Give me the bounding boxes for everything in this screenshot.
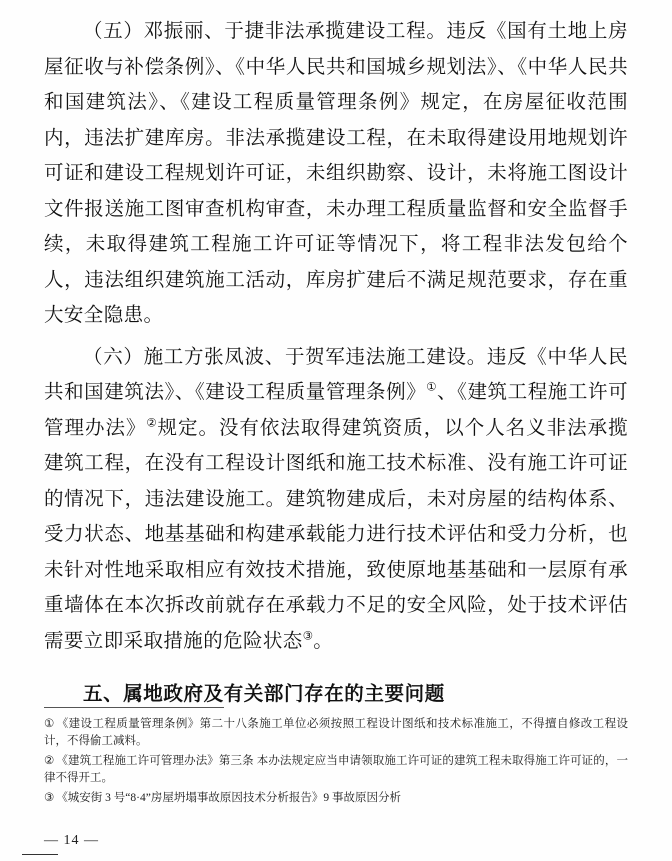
footnote-marker: ① [44,717,55,730]
bottom-edge-mark [22,854,58,855]
footnote-divider [44,707,224,708]
paragraph-six-segment-4: 。 [313,630,334,652]
paragraph-six-segment-3: 规定。没有依法取得建筑资质，以个人名义非法承揽建筑工程，在没有工程设计图纸和施工技术标准、没有施工许可证的情况下，违法建设施工。建筑物建成后，未对房屋的结构体系、受力状态、地基基础和构建承载能力进行技术评估和受力分析，也未针对性地采取相应有效技术措施，致使原地基基础和一层原有承重墙体在本次拆改前就存在承载力不足的安全风险，处于技术评估需要立即采取措施的危险状态 [44,417,628,652]
paragraph-six-segment-2: 、《建筑工程施工许可管理办法》 [44,382,628,439]
footnote-marker: ③ [44,791,55,804]
section-heading-five: 五、属地政府及有关部门存在的主要问题 [83,684,445,705]
footnote-ref-2: ② [146,417,158,429]
paragraph-six-segment-1: （六）施工方张凤波、于贺军违法施工建设。违反《中华人民共和国建筑法》、《建设工程质量管理条例》 [44,346,628,403]
page-number: — 14 — [44,833,99,848]
paragraph-six [44,340,628,660]
footnote-item [44,790,628,808]
page-footer [0,831,672,849]
footnote-area [44,707,628,810]
footnote-marker: ② [44,754,55,767]
footnote-text: 《城安街 3 号“8·4”房屋坍塌事故原因技术分析报告》9 事故原因分析 [56,791,401,804]
footnote-item [44,716,628,751]
footnote-text: 《建设工程质量管理条例》第二十八条施工单位必须按照工程设计图纸和技术标准施工，不得擅自修改工程设计，不得偷工减料。 [44,717,629,747]
footnote-ref-3: ③ [302,630,314,642]
document-body [44,14,628,712]
footnote-ref-1: ① [426,381,438,394]
paragraph-five: （五）邓振丽、于捷非法承揽建设工程。违反《国有土地上房屋征收与补偿条例》、《中华人民共和国城乡规划法》、《中华人民共和国建筑法》、《建设工程质量管理条例》规定，在房屋征收范围内，违法扩建库房。非法承揽建设工程，在未取得建设用地规划许可证和建设工程规划许可证，未组织勘察、设计，未将施工图设计文件报送施工图审查机构审查，未办理工程质量监督和安全监督手续，未取得建筑工程施工许可证等情况下，将工程非法发包给个人，违法组织建筑施工活动，库房扩建后不满足规范要求，存在重大安全隐患。 [44,21,628,326]
footnote-text: 《建筑工程施工许可管理办法》第三条 本办法规定应当申请领取施工许可证的建筑工程未取得施工许可证的，一律不得开工。 [44,754,628,784]
footnote-item [44,753,628,788]
